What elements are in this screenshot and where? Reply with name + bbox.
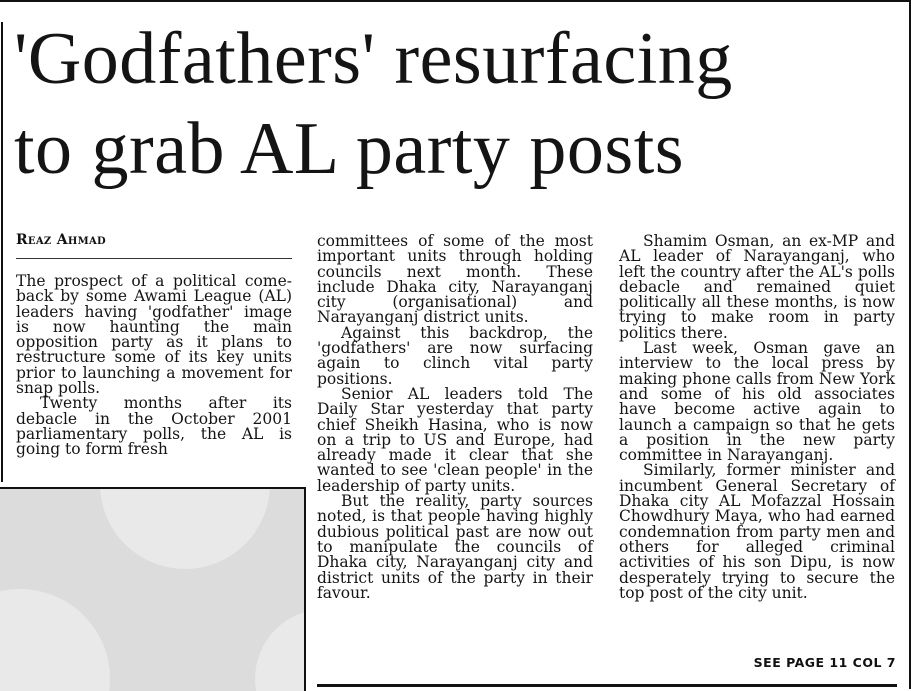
continuation-jump: SEE PAGE 11 COL 7	[753, 655, 896, 670]
paragraph: Shamim Osman, an ex-MP and AL leader of Narayanganj, who left the country after the AL's polls debacle and remained quiet politically all these months, is now trying to make room in party politics there.	[619, 232, 895, 342]
paragraph: Last week, Osman gave an interview to the local press by making phone calls from New York and some of his old associates have become active again to launch a campaign so that he gets a position in the new party committee in Narayanganj.	[619, 339, 895, 465]
headline-line-2: to grab AL party posts	[14, 108, 685, 190]
article-column-1	[16, 274, 292, 458]
paragraph: But the reality, party sources noted, is that people having highly dubious political past are now out to manipulate the councils of Dhaka city, Narayanganj city and district units of the party in their favour.	[317, 492, 593, 602]
article-column-2	[317, 234, 593, 601]
byline: Reaz Ahmad	[16, 232, 106, 248]
frame-left-rule	[1, 22, 3, 482]
paragraph: Twenty months after its debacle in the October 2001 parliamentary polls, the AL is going to form fresh	[16, 394, 292, 459]
bottom-rule	[317, 684, 897, 687]
photo-light-region	[100, 487, 270, 569]
article-column-3	[619, 234, 895, 601]
headline-line-1: 'Godfathers' resurfacing	[14, 18, 733, 100]
paragraph: Similarly, former minister and incumbent General Secretary of Dhaka city AL Mofazzal Hossain Chowdhury Maya, who had earned condemnation from party men and others for alleged criminal activities of his son Dipu, is now desperately trying to secure the top post of the city unit.	[619, 461, 895, 602]
paragraph: Senior AL leaders told The Daily Star yesterday that party chief Sheikh Hasina, who is now on a trip to US and Europe, had already made it clear that she wanted to see 'clean people' in the leadership of party units.	[317, 384, 593, 495]
headline	[14, 14, 904, 194]
byline-rule	[16, 258, 292, 259]
photo-light-region	[255, 609, 306, 691]
photo-image	[0, 487, 306, 691]
paragraph: The prospect of a political come-back by some Awami League (AL) leaders having 'godfather' image is now haunting the main opposition party as it plans to restructure some of its key units prior to launching a movement for snap polls.	[16, 272, 292, 398]
frame-top-rule	[0, 0, 911, 2]
paragraph: Against this backdrop, the 'godfathers' are now surfacing again to clinch vital party positions.	[317, 323, 593, 388]
photo-light-region	[0, 589, 110, 691]
paragraph: committees of some of the most important units through holding councils next month. These include Dhaka city, Narayanganj city (organisational) and Narayanganj district units.	[317, 232, 593, 327]
